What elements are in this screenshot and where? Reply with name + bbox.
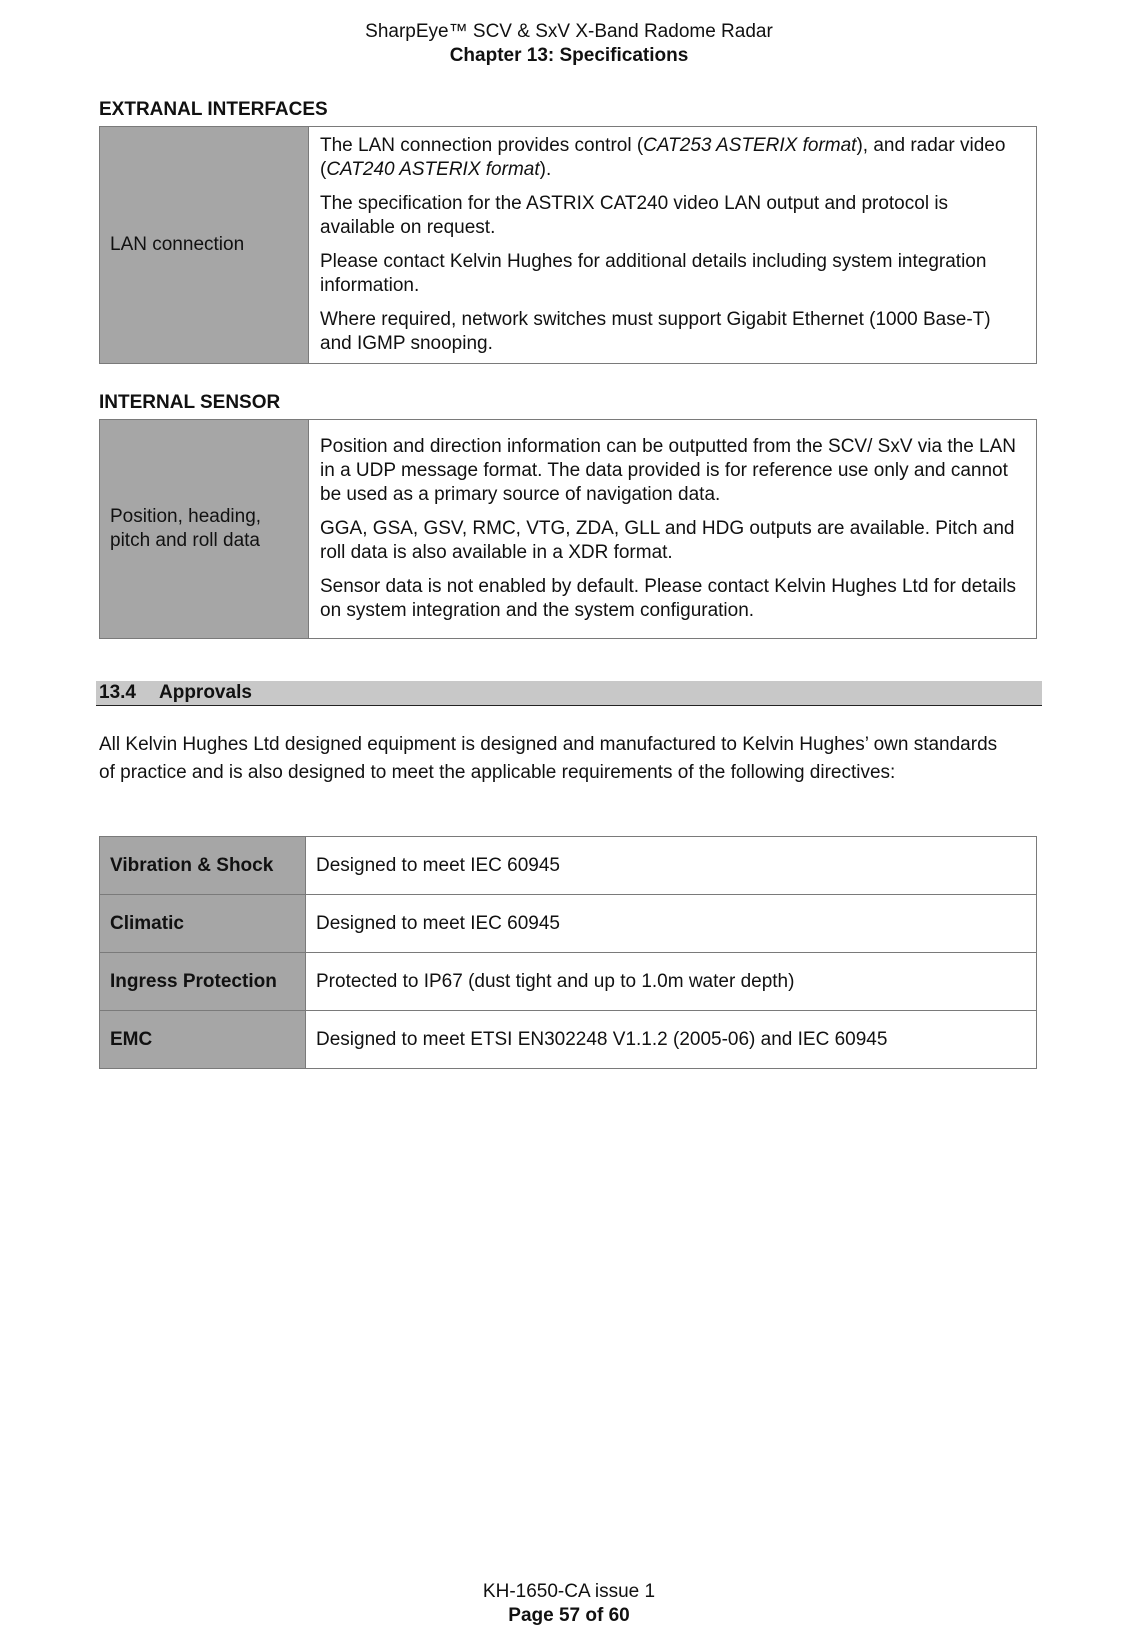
lan-paragraph-2: The specification for the ASTRIX CAT240 video LAN output and protocol is available on request. <box>320 193 949 238</box>
approval-label: EMC <box>100 1011 306 1069</box>
internal-sensor-title: INTERNAL SENSOR <box>99 392 281 413</box>
external-interfaces-title: EXTRANAL INTERFACES <box>99 99 328 120</box>
approvals-intro: All Kelvin Hughes Ltd designed equipment is designed and manufactured to Kelvin Hughes’ own standards of practice and is also designed to meet the applicable requirements of the following directives: <box>99 734 998 783</box>
sensor-paragraph-2: GGA, GSA, GSV, RMC, VTG, ZDA, GLL and HDG outputs are available. Pitch and roll data is also available in a XDR format. <box>320 518 1015 563</box>
approval-value: Protected to IP67 (dust tight and up to 1.0m water depth) <box>306 953 1037 1011</box>
document-title: SharpEye™ SCV & SxV X-Band Radome Radar <box>365 21 773 42</box>
document-id: KH-1650-CA issue 1 <box>482 1581 656 1602</box>
table-row <box>100 420 1037 639</box>
lan-connection-content <box>309 127 1037 364</box>
lan-paragraph-1: The LAN connection provides control (CAT253 ASTERIX format), and radar video (CAT240 ASTERIX format). <box>320 135 1006 180</box>
approval-value: Designed to meet IEC 60945 <box>306 895 1037 953</box>
sensor-data-content <box>309 420 1037 639</box>
table-row <box>100 895 1037 953</box>
table-row <box>100 127 1037 364</box>
chapter-title: Chapter 13: Specifications <box>449 45 689 66</box>
lan-connection-label: LAN connection <box>100 127 309 364</box>
page-header <box>0 20 1138 68</box>
table-row <box>100 1011 1037 1069</box>
external-interfaces-table <box>99 126 1037 364</box>
lan-paragraph-3: Please contact Kelvin Hughes for additional details including system integration information. <box>320 251 987 296</box>
approval-label: Vibration & Shock <box>100 837 306 895</box>
approvals-heading <box>96 681 1042 706</box>
sensor-paragraph-1: Position and direction information can be outputted from the SCV/ SxV via the LAN in a UDP message format. The data provided is for reference use only and cannot be used as a primary source of navigation data. <box>320 436 1016 505</box>
table-row <box>100 953 1037 1011</box>
section-number: 13.4 <box>99 682 136 703</box>
table-row <box>100 837 1037 895</box>
page-number: Page 57 of 60 <box>508 1605 630 1626</box>
sensor-data-label: Position, heading, pitch and roll data <box>100 420 309 639</box>
approval-label: Ingress Protection <box>100 953 306 1011</box>
approval-label: Climatic <box>100 895 306 953</box>
internal-sensor-table <box>99 419 1037 639</box>
page-footer <box>0 1580 1138 1628</box>
lan-paragraph-4: Where required, network switches must support Gigabit Ethernet (1000 Base-T) and IGMP snooping. <box>320 309 991 354</box>
sensor-paragraph-3: Sensor data is not enabled by default. Please contact Kelvin Hughes Ltd for details on system integration and the system configuration. <box>320 576 1017 621</box>
approval-value: Designed to meet ETSI EN302248 V1.1.2 (2005-06) and IEC 60945 <box>306 1011 1037 1069</box>
section-heading: Approvals <box>159 682 252 703</box>
approval-value: Designed to meet IEC 60945 <box>306 837 1037 895</box>
approvals-table <box>99 836 1037 1069</box>
